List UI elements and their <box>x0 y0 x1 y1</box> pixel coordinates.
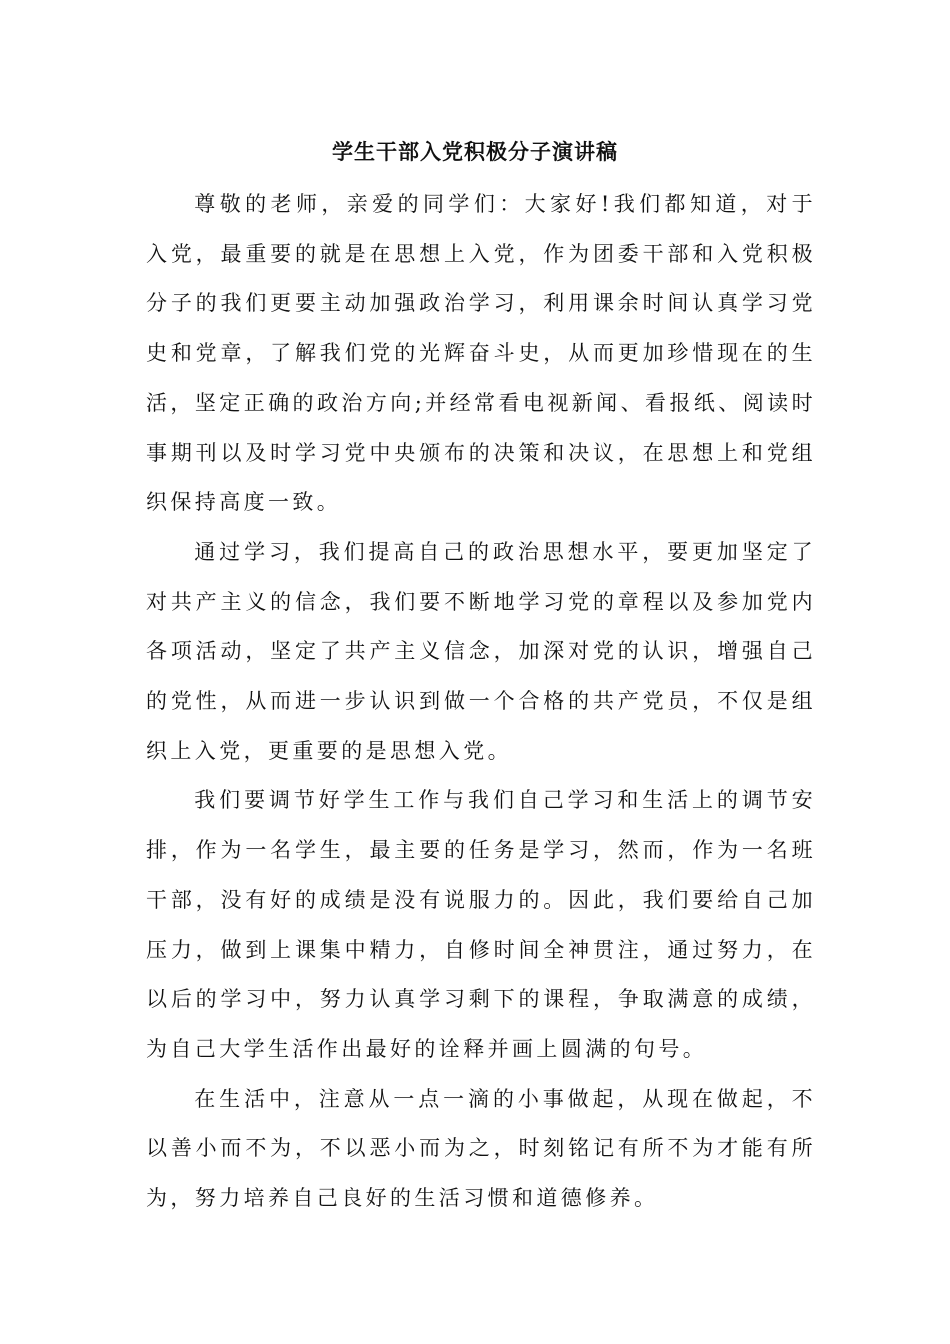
document-body <box>146 180 816 1224</box>
document-title: 学生干部入党积极分子演讲稿 <box>332 139 618 164</box>
paragraph-2: 通过学习，我们提高自己的政治思想水平，要更加坚定了对共产主义的信念，我们要不断地学习党的章程以及参加党内各项活动，坚定了共产主义信念，加深对党的认识，增强自己的党性，从而进一步认识到做一个合格的共产党员，不仅是组织上入党，更重要的是思想入党。 <box>146 539 816 763</box>
paragraph-1: 尊敬的老师，亲爱的同学们：大家好!我们都知道，对于入党，最重要的就是在思想上入党，作为团委干部和入党积极分子的我们更要主动加强政治学习，利用课余时间认真学习党史和党章，了解我们党的光辉奋斗史，从而更加珍惜现在的生活，坚定正确的政治方向;并经常看电视新闻、看报纸、阅读时事期刊以及时学习党中央颁布的决策和决议，在思想上和党组织保持高度一致。 <box>146 192 816 515</box>
paragraph-4: 在生活中，注意从一点一滴的小事做起，从现在做起，不以善小而不为，不以恶小而为之，时刻铭记有所不为才能有所为，努力培养自己良好的生活习惯和道德修养。 <box>146 1086 816 1211</box>
paragraph-3: 我们要调节好学生工作与我们自己学习和生活上的调节安排，作为一名学生，最主要的任务是学习，然而，作为一名班干部，没有好的成绩是没有说服力的。因此，我们要给自己加压力，做到上课集中精力，自修时间全神贯注，通过努力，在以后的学习中，努力认真学习剩下的课程，争取满意的成绩，为自己大学生活作出最好的诠释并画上圆满的句号。 <box>146 788 816 1061</box>
